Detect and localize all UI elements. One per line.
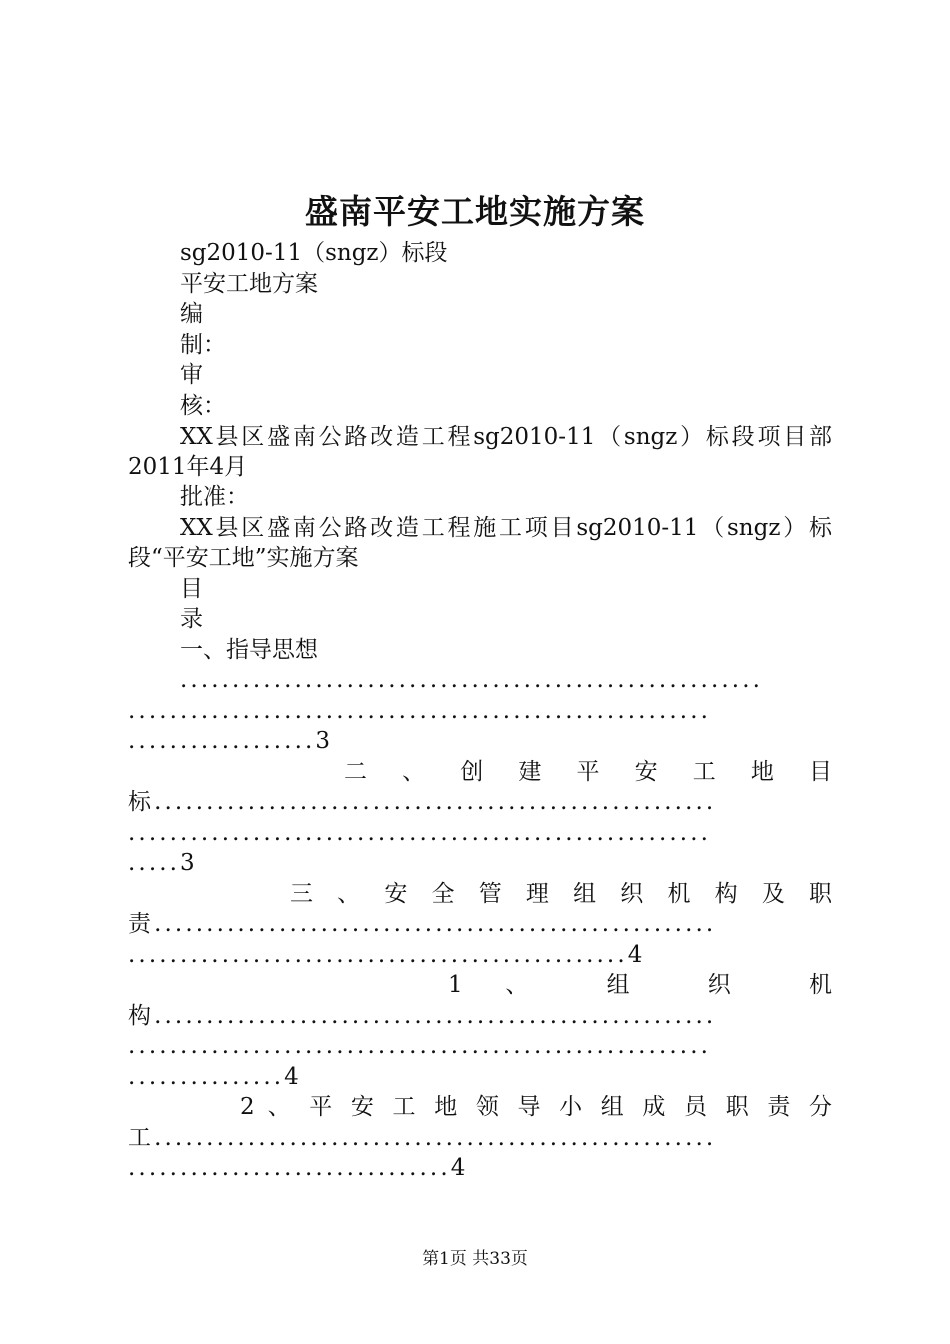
document-title: 盛南平安工地实施方案 xyxy=(305,192,645,231)
page-footer: 第1页 共33页 xyxy=(422,1249,528,1269)
compiled-label-2: 制： xyxy=(180,332,226,358)
toc-item-4-title: 1 、 组 织 机 xyxy=(448,972,832,998)
toc-item-2-title: 二 、 创 建 平 安 工 地 目 xyxy=(344,759,832,785)
toc-item-3-title: 三 、 安 全 管 理 组 织 机 构 及 职 xyxy=(290,881,832,907)
project-department: XX县区盛南公路改造工程sg2010-11（sngz）标段项目部 xyxy=(180,424,832,450)
toc-item-5-title: 2 、 平 安 工 地 领 导 小 组 成 员 职 责 分 xyxy=(240,1094,832,1120)
toc-item-3-line xyxy=(128,909,832,939)
toc-item-1-end: ..................3 xyxy=(128,728,334,754)
toc-item-4-start: 构 xyxy=(128,1003,155,1029)
reviewed-label-2: 核： xyxy=(180,393,226,419)
toc-item-4-end: ...............4 xyxy=(128,1064,302,1090)
toc-item-1-title: 一、指导思想 xyxy=(180,637,318,663)
toc-item-1-dots-1: ........................................................ xyxy=(180,667,764,693)
plan-heading-1: XX县区盛南公路改造工程施工项目sg2010-11（sngz）标 xyxy=(180,515,832,541)
toc-item-2-start: 标 xyxy=(128,789,155,815)
plan-name: 平安工地方案 xyxy=(180,271,318,297)
toc-item-2-end: .....3 xyxy=(128,850,198,876)
toc-item-5-dots-1: ...................................................... xyxy=(154,1125,717,1151)
toc-item-5-end: ...............................4 xyxy=(128,1155,469,1181)
plan-heading-2: 段“平安工地”实施方案 xyxy=(128,545,359,571)
toc-item-3-start: 责 xyxy=(128,911,155,937)
toc-item-5-line xyxy=(128,1123,832,1153)
toc-item-5-start: 工 xyxy=(128,1125,155,1151)
toc-item-4-dots-1: ...................................................... xyxy=(154,1003,717,1029)
toc-item-2-dots-1: ...................................................... xyxy=(154,789,717,815)
toc-item-1-dots-2: ........................................................ xyxy=(128,698,712,724)
approved-label: 批准： xyxy=(180,484,249,510)
toc-item-4-dots-2: ........................................................ xyxy=(128,1033,712,1059)
toc-heading-1: 目 xyxy=(180,576,203,602)
toc-item-2-dots-2: ........................................................ xyxy=(128,820,712,846)
toc-item-3-end: ................................................4 xyxy=(128,942,646,968)
section-code: sg2010-11（sngz）标段 xyxy=(180,240,448,266)
reviewed-label-1: 审 xyxy=(180,362,203,388)
toc-item-4-line xyxy=(128,1001,832,1031)
toc-item-3-dots-1: ...................................................... xyxy=(154,911,717,937)
toc-item-2-line xyxy=(128,787,832,817)
compiled-label-1: 编 xyxy=(180,301,203,327)
toc-heading-2: 录 xyxy=(180,606,203,632)
date-line: 2011年4月 xyxy=(128,454,248,480)
